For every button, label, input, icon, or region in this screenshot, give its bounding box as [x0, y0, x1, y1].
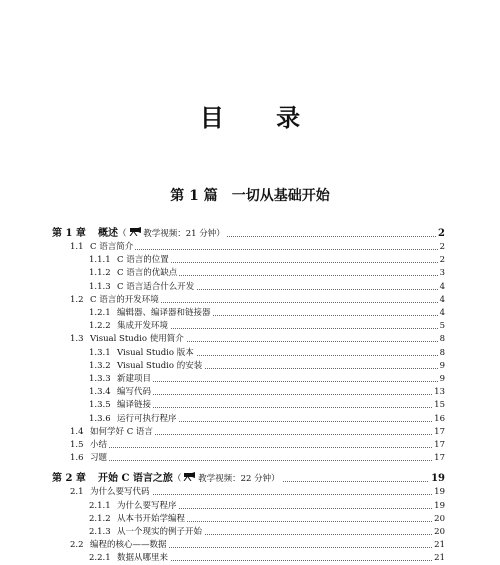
toc-number: 1.2.2: [89, 321, 111, 332]
toc-section: [0, 333, 500, 346]
toc-title-text: 从一个现实的例子开始: [117, 527, 203, 537]
toc-section: [0, 439, 500, 452]
toc-number: 2.1.3: [89, 527, 111, 537]
toc-chapter: [0, 471, 500, 486]
toc-title: [90, 539, 169, 552]
toc-title: [117, 347, 196, 360]
toc-page-number: 19: [434, 500, 445, 511]
toc-title: [117, 373, 153, 386]
toc-page-number: 5: [439, 321, 445, 332]
toc-title: [90, 426, 155, 439]
toc-title: [117, 399, 153, 412]
dot-leader: [117, 407, 438, 408]
toc-number: 2.1: [70, 487, 84, 498]
toc-subsection: [0, 267, 500, 280]
toc-page-number: 20: [434, 513, 445, 524]
toc-subsection: [0, 254, 500, 267]
toc-number: 1.1.1: [89, 255, 111, 266]
toc-title-text: Visual Studio 使用简介: [90, 334, 184, 345]
toc-title: [98, 471, 282, 487]
toc-title: [117, 307, 213, 320]
toc-section: [0, 452, 500, 465]
toc-number: 第 2 章: [52, 473, 86, 485]
toc-title: [117, 360, 204, 373]
toc-page-number: 21: [434, 540, 445, 551]
toc-number: 2.2.1: [89, 553, 111, 564]
toc-page-number: 8: [439, 347, 445, 358]
toc-page-number: 9: [439, 374, 445, 384]
toc-title-text: 习题: [90, 453, 108, 464]
toc-subsection: [0, 413, 500, 426]
toc-title-text: Visual Studio 的安装: [117, 360, 203, 371]
video-camera-icon: [181, 472, 195, 481]
toc-title: [117, 320, 170, 333]
toc-title-text: 为什么要写程序: [117, 500, 177, 511]
toc-subsection: [0, 281, 500, 294]
toc-number: 1.5: [70, 440, 84, 450]
toc-title: [90, 439, 109, 452]
toc-title: [117, 526, 204, 539]
toc-title-text: C 语言的开发环境: [90, 294, 159, 305]
toc-title: [117, 500, 179, 513]
toc-page-number: 20: [434, 527, 445, 537]
toc-title: [90, 241, 135, 254]
part-name: 一切从基础开始: [231, 188, 330, 204]
toc-title-text: 集成开发环境: [117, 321, 169, 332]
toc-page-number: 19: [431, 473, 445, 485]
toc-subsection: [0, 307, 500, 320]
toc-number: 1.1.3: [89, 281, 111, 292]
toc-section: [0, 294, 500, 307]
toc-title-text: 开始 C 语言之旅: [98, 473, 173, 485]
toc-page-number: 4: [439, 281, 445, 292]
toc-title-text: C 语言简介: [90, 242, 134, 252]
toc-number: 1.3: [70, 334, 84, 345]
video-camera-icon: [127, 227, 141, 236]
toc-chapter: [0, 226, 500, 241]
toc-number: 1.3.2: [89, 360, 111, 371]
toc-number: 1.1.2: [89, 268, 111, 279]
toc-title-text: 为什么要写代码: [90, 487, 150, 498]
toc-page-number: 4: [439, 294, 445, 305]
video-note: （ 教学视频：21 分钟）: [118, 229, 225, 239]
toc-title-text: C 语言的位置: [117, 255, 169, 266]
toc-page-number: 17: [434, 440, 445, 450]
toc-title: [90, 333, 186, 346]
video-note: （ 教学视频：22 分钟）: [172, 474, 280, 485]
toc-page-number: 16: [434, 413, 445, 424]
toc-number: 2.2: [70, 540, 84, 551]
dot-leader: [90, 447, 438, 448]
toc-title-text: 概述: [98, 228, 118, 239]
toc-title-text: C 语言的优缺点: [117, 268, 178, 279]
part-title: [0, 185, 500, 205]
toc-title: [90, 452, 109, 465]
toc-page-number: 4: [439, 308, 445, 318]
toc-page-number: 17: [434, 453, 445, 464]
toc-number: 1.3.1: [89, 347, 111, 358]
toc-page-number: 21: [434, 553, 445, 564]
dot-leader: [117, 394, 438, 395]
toc-number: 1.4: [70, 426, 84, 437]
toc-title: [117, 386, 153, 399]
toc-title: [117, 281, 196, 294]
toc-subsection: [0, 347, 500, 360]
toc-section: [0, 486, 500, 499]
toc-title-text: 新建项目: [117, 374, 152, 384]
toc-title-text: Visual Studio 版本: [117, 347, 194, 358]
toc-title-text: 数据从哪里来: [117, 553, 169, 564]
toc-subsection: [0, 513, 500, 526]
toc-title-text: 运行可执行程序: [117, 413, 177, 424]
toc-subsection: [0, 552, 500, 565]
toc-number: 1.2: [70, 294, 84, 305]
toc-page-number: 8: [439, 334, 445, 345]
toc-number: 1.3.4: [89, 387, 111, 398]
toc-title: [117, 513, 187, 526]
toc-section: [0, 426, 500, 439]
toc-subsection: [0, 320, 500, 333]
toc-title-text: 如何学好 C 语言: [90, 426, 153, 437]
toc-page-number: 17: [434, 426, 445, 437]
toc-subsection: [0, 373, 500, 386]
dot-leader: [117, 381, 438, 382]
toc-number: 2.1.2: [89, 513, 111, 524]
toc-subsection: [0, 526, 500, 539]
toc-number: 1.2.1: [89, 308, 111, 318]
toc-number: 1.3.6: [89, 413, 111, 424]
toc-title-text: 小结: [90, 440, 108, 450]
toc-title-text: 从本书开始学编程: [117, 513, 186, 524]
toc-title-text: 编写代码: [117, 387, 152, 398]
video-duration: 教学视频：22 分钟）: [195, 474, 280, 485]
toc-number: 1.3.3: [89, 374, 111, 384]
toc-title-text: 编程的核心——数据: [90, 540, 167, 551]
toc-title: [117, 267, 179, 280]
toc-page-number: 13: [434, 387, 445, 398]
page-title: 目 录: [199, 103, 323, 132]
toc-title: [117, 254, 171, 267]
toc-title: [90, 294, 161, 307]
dot-leader: [90, 249, 438, 250]
toc-title-text: 编辑器、编译器和链接器: [117, 308, 211, 318]
toc-number: 2.1.1: [89, 500, 111, 511]
toc-subsection: [0, 360, 500, 373]
toc-number: 1.3.5: [89, 400, 111, 411]
toc-section: [0, 539, 500, 552]
toc-title: [90, 486, 152, 499]
toc-subsection: [0, 399, 500, 412]
toc-title: [117, 413, 179, 426]
toc-number: 1.6: [70, 453, 84, 464]
toc-title: [98, 226, 227, 242]
toc-page-number: 2: [439, 242, 445, 252]
toc-subsection: [0, 386, 500, 399]
toc-number: 1.1: [70, 242, 84, 252]
toc-title-text: C 语言适合什么开发: [117, 281, 195, 292]
part-label: 第 1 篇: [170, 188, 218, 204]
toc-page-number: 19: [434, 487, 445, 498]
toc-page-number: 2: [439, 255, 445, 266]
toc-number: 第 1 章: [52, 228, 86, 239]
toc-section: [0, 241, 500, 254]
toc-page-number: 9: [439, 360, 445, 371]
toc-page-number: 15: [434, 400, 445, 411]
toc-title: [117, 552, 170, 565]
video-duration: 教学视频：21 分钟）: [140, 229, 225, 239]
toc-subsection: [0, 500, 500, 513]
dot-leader: [90, 460, 438, 461]
toc-title-text: 编译链接: [117, 400, 152, 411]
toc-page-number: 3: [439, 268, 445, 279]
toc-page-number: 2: [438, 228, 445, 239]
